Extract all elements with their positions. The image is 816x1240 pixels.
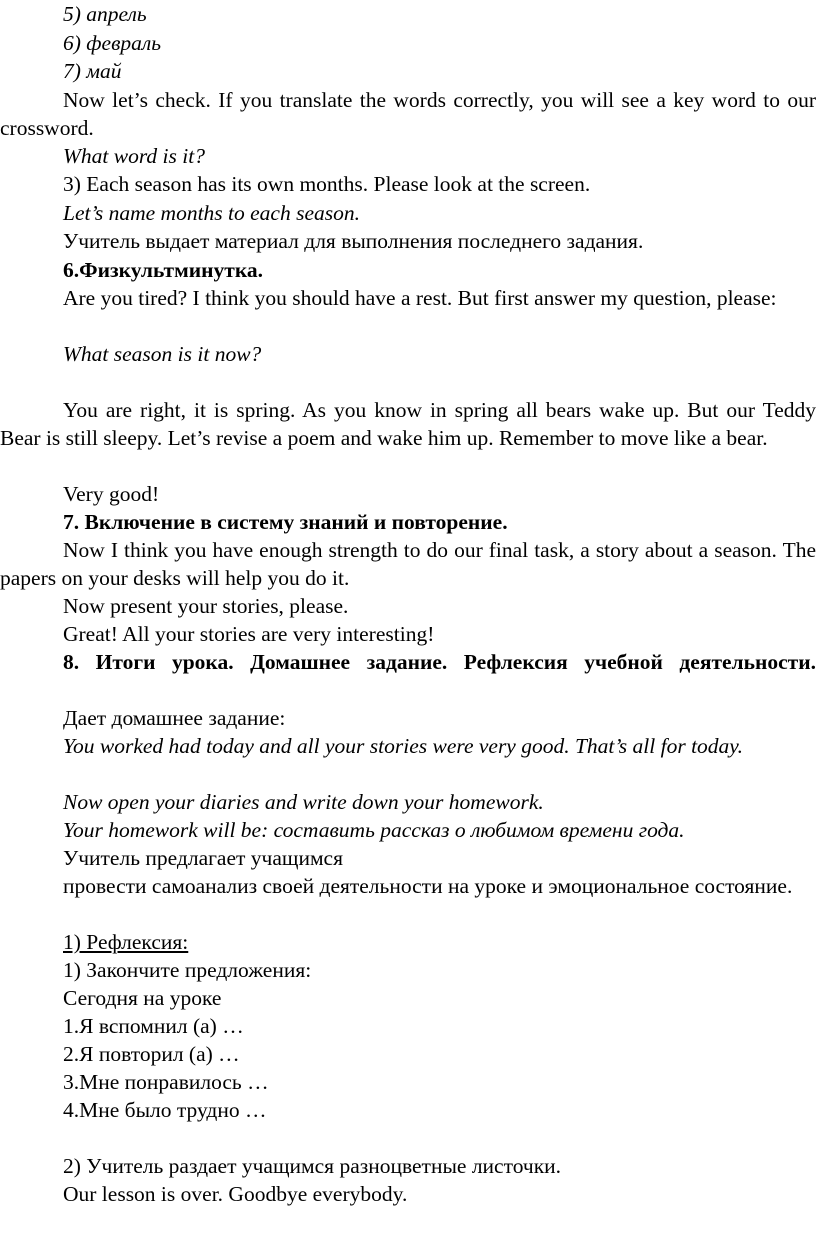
goodbye-line: Our lesson is over. Goodbye everybody. xyxy=(63,1182,408,1206)
reflection-item-1: 1.Я вспомнил (а) … xyxy=(63,1014,244,1038)
teacher-offers-line: Учитель предлагает учащимся xyxy=(63,846,343,870)
paragraph-teddy-bear: You are right, it is spring. As you know in spring all bears wake up. But our Teddy Bear is still sleepy. Let’s revise a poem and wake him up. Remember to move like a bear. xyxy=(0,398,816,450)
paragraph-self-analysis: провести самоанализ своей деятельности на уроке и эмоциональное состояние. xyxy=(63,874,793,898)
reflection-item-4: 4.Мне было трудно … xyxy=(63,1098,267,1122)
section-heading-7: 7. Включение в систему знаний и повторение. xyxy=(63,510,508,534)
homework-task-line: Your homework will be: составить рассказ о любимом времени года. xyxy=(63,818,685,842)
paragraph-worked-today: You worked had today and all your stories were very good. That’s all for today. xyxy=(63,734,744,758)
instruction-name-months: Let’s name months to each season. xyxy=(63,201,361,225)
question-what-word: What word is it? xyxy=(63,144,205,168)
finish-sentences-line: 1) Закончите предложения: xyxy=(63,958,312,982)
list-item-february: 6) февраль xyxy=(63,31,162,55)
list-item-april: 5) апрель xyxy=(63,2,147,26)
reflection-heading: 1) Рефлексия: xyxy=(63,930,189,954)
paragraph-final-task: Now I think you have enough strength to do our final task, a story about a season. The papers on your desks will help you do it. xyxy=(0,538,816,590)
question-what-season: What season is it now? xyxy=(63,342,262,366)
section-heading-6: 6.Физкультминутка. xyxy=(63,258,264,282)
teacher-hands-out-material: Учитель выдает материал для выполнения последнего задания. xyxy=(63,229,644,253)
homework-intro: Дает домашнее задание: xyxy=(63,706,286,730)
open-diaries-line: Now open your diaries and write down your homework. xyxy=(63,790,544,814)
section-heading-8: 8. Итоги урока. Домашнее задание. Рефлексия учебной деятельности. xyxy=(63,650,816,674)
present-stories-line: Now present your stories, please. xyxy=(63,594,349,618)
great-stories-line: Great! All your stories are very interesting! xyxy=(63,622,435,646)
list-item-may: 7) май xyxy=(63,59,122,83)
very-good-line: Very good! xyxy=(63,482,160,506)
paragraph-season-months: 3) Each season has its own months. Please look at the screen. xyxy=(63,172,591,196)
reflection-item-3: 3.Мне понравилось … xyxy=(63,1070,269,1094)
today-in-lesson-line: Сегодня на уроке xyxy=(63,986,222,1010)
colored-leaflets-line: 2) Учитель раздает учащимся разноцветные листочки. xyxy=(63,1154,562,1178)
paragraph-check-crossword: Now let’s check. If you translate the words correctly, you will see a key word to our crossword. xyxy=(0,88,816,140)
paragraph-are-you-tired: Are you tired? I think you should have a rest. But first answer my question, please: xyxy=(63,286,777,310)
reflection-item-2: 2.Я повторил (а) … xyxy=(63,1042,240,1066)
